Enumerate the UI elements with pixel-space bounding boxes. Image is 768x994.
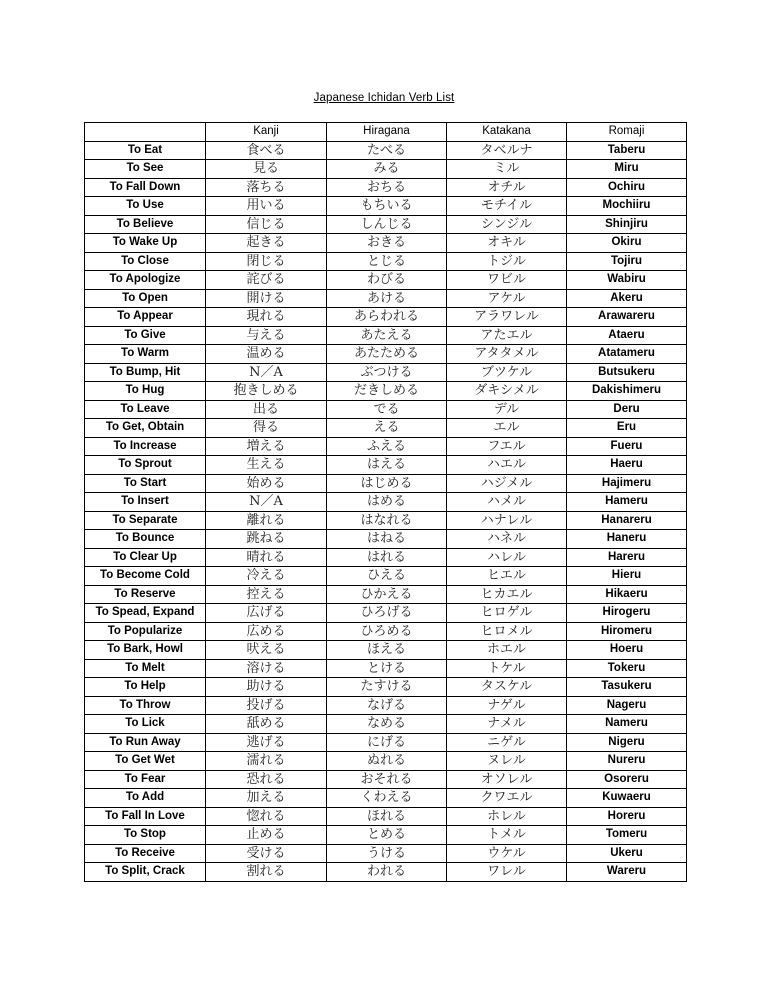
cell-english: To Give <box>85 326 206 345</box>
cell-romaji: Nageru <box>567 696 687 715</box>
cell-katakana: ブツケル <box>447 363 567 382</box>
cell-kanji: 離れる <box>206 511 327 530</box>
cell-english: To Separate <box>85 511 206 530</box>
cell-hiragana: ぬれる <box>327 752 447 771</box>
cell-english: To Fear <box>85 770 206 789</box>
cell-kanji: 用いる <box>206 197 327 216</box>
cell-katakana: ハジメル <box>447 474 567 493</box>
cell-hiragana: とける <box>327 659 447 678</box>
header-romaji: Romaji <box>567 123 687 142</box>
cell-hiragana: おきる <box>327 234 447 253</box>
cell-hiragana: しんじる <box>327 215 447 234</box>
cell-english: To Close <box>85 252 206 271</box>
page-title: Japanese Ichidan Verb List <box>313 92 455 104</box>
cell-english: To Get, Obtain <box>85 419 206 438</box>
cell-hiragana: える <box>327 419 447 438</box>
cell-kanji: 晴れる <box>206 548 327 567</box>
cell-kanji: 止める <box>206 826 327 845</box>
cell-katakana: ホエル <box>447 641 567 660</box>
cell-katakana: ナメル <box>447 715 567 734</box>
cell-kanji: 恐れる <box>206 770 327 789</box>
cell-katakana: モチイル <box>447 197 567 216</box>
cell-kanji: N／A <box>206 363 327 382</box>
cell-katakana: ハメル <box>447 493 567 512</box>
table-row <box>85 382 687 401</box>
cell-hiragana: にげる <box>327 733 447 752</box>
verb-table <box>84 122 687 882</box>
cell-hiragana: はじめる <box>327 474 447 493</box>
cell-romaji: Tokeru <box>567 659 687 678</box>
cell-english: To Insert <box>85 493 206 512</box>
cell-kanji: 見る <box>206 160 327 179</box>
cell-romaji: Tasukeru <box>567 678 687 697</box>
cell-katakana: タベルナ <box>447 141 567 160</box>
table-row <box>85 197 687 216</box>
table-row <box>85 585 687 604</box>
cell-romaji: Hiromeru <box>567 622 687 641</box>
cell-romaji: Nureru <box>567 752 687 771</box>
cell-english: To Receive <box>85 844 206 863</box>
cell-english: To Lick <box>85 715 206 734</box>
cell-english: To Stop <box>85 826 206 845</box>
cell-kanji: 跳ねる <box>206 530 327 549</box>
cell-katakana: ヒロメル <box>447 622 567 641</box>
cell-english: To Run Away <box>85 733 206 752</box>
cell-katakana: ヒカエル <box>447 585 567 604</box>
table-row <box>85 548 687 567</box>
table-row <box>85 326 687 345</box>
cell-kanji: 抱きしめる <box>206 382 327 401</box>
cell-english: To Sprout <box>85 456 206 475</box>
cell-kanji: 惚れる <box>206 807 327 826</box>
cell-romaji: Mochiiru <box>567 197 687 216</box>
cell-english: To Become Cold <box>85 567 206 586</box>
cell-romaji: Hikaeru <box>567 585 687 604</box>
cell-english: To Use <box>85 197 206 216</box>
cell-romaji: Hajimeru <box>567 474 687 493</box>
cell-hiragana: とめる <box>327 826 447 845</box>
cell-katakana: アケル <box>447 289 567 308</box>
cell-kanji: 溶ける <box>206 659 327 678</box>
table-row <box>85 567 687 586</box>
cell-romaji: Deru <box>567 400 687 419</box>
cell-kanji: 信じる <box>206 215 327 234</box>
cell-romaji: Miru <box>567 160 687 179</box>
cell-kanji: 冷える <box>206 567 327 586</box>
cell-romaji: Haneru <box>567 530 687 549</box>
cell-katakana: ハレル <box>447 548 567 567</box>
table-row <box>85 530 687 549</box>
cell-romaji: Taberu <box>567 141 687 160</box>
cell-katakana: デル <box>447 400 567 419</box>
cell-hiragana: とじる <box>327 252 447 271</box>
cell-katakana: ハエル <box>447 456 567 475</box>
table-row <box>85 789 687 808</box>
cell-kanji: 投げる <box>206 696 327 715</box>
cell-english: To Leave <box>85 400 206 419</box>
table-row <box>85 715 687 734</box>
cell-hiragana: でる <box>327 400 447 419</box>
cell-hiragana: ふえる <box>327 437 447 456</box>
cell-kanji: 広げる <box>206 604 327 623</box>
table-row <box>85 622 687 641</box>
cell-romaji: Wareru <box>567 863 687 882</box>
table-row <box>85 844 687 863</box>
cell-english: To Spead, Expand <box>85 604 206 623</box>
cell-hiragana: あらわれる <box>327 308 447 327</box>
cell-romaji: Atatameru <box>567 345 687 364</box>
cell-kanji: 落ちる <box>206 178 327 197</box>
table-row <box>85 308 687 327</box>
table-row <box>85 289 687 308</box>
cell-hiragana: なめる <box>327 715 447 734</box>
table-row <box>85 493 687 512</box>
cell-hiragana: ぶつける <box>327 363 447 382</box>
cell-katakana: ハナレル <box>447 511 567 530</box>
cell-romaji: Ochiru <box>567 178 687 197</box>
cell-katakana: クワエル <box>447 789 567 808</box>
cell-romaji: Dakishimeru <box>567 382 687 401</box>
cell-english: To Wake Up <box>85 234 206 253</box>
cell-romaji: Horeru <box>567 807 687 826</box>
cell-kanji: 出る <box>206 400 327 419</box>
cell-hiragana: みる <box>327 160 447 179</box>
cell-kanji: 詫びる <box>206 271 327 290</box>
cell-katakana: ナゲル <box>447 696 567 715</box>
cell-romaji: Arawareru <box>567 308 687 327</box>
cell-hiragana: あける <box>327 289 447 308</box>
cell-english: To Clear Up <box>85 548 206 567</box>
cell-romaji: Hameru <box>567 493 687 512</box>
cell-romaji: Ukeru <box>567 844 687 863</box>
cell-romaji: Butsukeru <box>567 363 687 382</box>
cell-kanji: 温める <box>206 345 327 364</box>
cell-katakana: ニゲル <box>447 733 567 752</box>
cell-english: To Bounce <box>85 530 206 549</box>
table-row <box>85 437 687 456</box>
cell-hiragana: たべる <box>327 141 447 160</box>
cell-english: To Fall Down <box>85 178 206 197</box>
cell-hiragana: もちいる <box>327 197 447 216</box>
table-row <box>85 807 687 826</box>
table-row <box>85 678 687 697</box>
table-row <box>85 215 687 234</box>
cell-kanji: 閉じる <box>206 252 327 271</box>
cell-kanji: 与える <box>206 326 327 345</box>
cell-romaji: Kuwaeru <box>567 789 687 808</box>
table-row <box>85 511 687 530</box>
cell-katakana: トケル <box>447 659 567 678</box>
table-row <box>85 752 687 771</box>
cell-katakana: トジル <box>447 252 567 271</box>
cell-romaji: Nigeru <box>567 733 687 752</box>
cell-hiragana: われる <box>327 863 447 882</box>
cell-english: To Eat <box>85 141 206 160</box>
cell-romaji: Fueru <box>567 437 687 456</box>
table-row <box>85 271 687 290</box>
cell-english: To See <box>85 160 206 179</box>
cell-romaji: Eru <box>567 419 687 438</box>
table-row <box>85 419 687 438</box>
cell-english: To Believe <box>85 215 206 234</box>
cell-katakana: フエル <box>447 437 567 456</box>
table-row <box>85 160 687 179</box>
cell-romaji: Hoeru <box>567 641 687 660</box>
cell-hiragana: なげる <box>327 696 447 715</box>
cell-katakana: オキル <box>447 234 567 253</box>
cell-hiragana: うける <box>327 844 447 863</box>
cell-katakana: アラワレル <box>447 308 567 327</box>
cell-katakana: オチル <box>447 178 567 197</box>
cell-hiragana: わびる <box>327 271 447 290</box>
cell-kanji: 加える <box>206 789 327 808</box>
cell-kanji: 現れる <box>206 308 327 327</box>
cell-romaji: Hieru <box>567 567 687 586</box>
cell-hiragana: ひろめる <box>327 622 447 641</box>
table-row <box>85 474 687 493</box>
cell-kanji: 逃げる <box>206 733 327 752</box>
cell-romaji: Tomeru <box>567 826 687 845</box>
cell-english: To Fall In Love <box>85 807 206 826</box>
table-row <box>85 604 687 623</box>
cell-katakana: アタタメル <box>447 345 567 364</box>
cell-kanji: 助ける <box>206 678 327 697</box>
cell-katakana: オソレル <box>447 770 567 789</box>
cell-hiragana: くわえる <box>327 789 447 808</box>
cell-katakana: ヒエル <box>447 567 567 586</box>
cell-romaji: Ataeru <box>567 326 687 345</box>
cell-english: To Open <box>85 289 206 308</box>
cell-english: To Increase <box>85 437 206 456</box>
cell-romaji: Osoreru <box>567 770 687 789</box>
cell-romaji: Haeru <box>567 456 687 475</box>
cell-kanji: 開ける <box>206 289 327 308</box>
cell-katakana: ハネル <box>447 530 567 549</box>
cell-hiragana: おちる <box>327 178 447 197</box>
cell-katakana: ホレル <box>447 807 567 826</box>
cell-kanji: 生える <box>206 456 327 475</box>
cell-katakana: タスケル <box>447 678 567 697</box>
table-row <box>85 770 687 789</box>
cell-romaji: Akeru <box>567 289 687 308</box>
cell-hiragana: たすける <box>327 678 447 697</box>
table-row <box>85 456 687 475</box>
cell-hiragana: はめる <box>327 493 447 512</box>
cell-kanji: 得る <box>206 419 327 438</box>
table-header-row <box>85 123 687 142</box>
cell-kanji: 始める <box>206 474 327 493</box>
header-katakana: Katakana <box>447 123 567 142</box>
cell-english: To Start <box>85 474 206 493</box>
cell-romaji: Wabiru <box>567 271 687 290</box>
table-row <box>85 659 687 678</box>
table-row <box>85 400 687 419</box>
cell-english: To Split, Crack <box>85 863 206 882</box>
cell-english: To Hug <box>85 382 206 401</box>
table-row <box>85 733 687 752</box>
cell-english: To Reserve <box>85 585 206 604</box>
cell-hiragana: はえる <box>327 456 447 475</box>
table-row <box>85 826 687 845</box>
cell-katakana: ヌレル <box>447 752 567 771</box>
cell-romaji: Hirogeru <box>567 604 687 623</box>
cell-kanji: 割れる <box>206 863 327 882</box>
cell-romaji: Hareru <box>567 548 687 567</box>
cell-kanji: 広める <box>206 622 327 641</box>
cell-kanji: 起きる <box>206 234 327 253</box>
cell-english: To Popularize <box>85 622 206 641</box>
cell-english: To Bump, Hit <box>85 363 206 382</box>
cell-kanji: N／A <box>206 493 327 512</box>
cell-english: To Warm <box>85 345 206 364</box>
cell-romaji: Hanareru <box>567 511 687 530</box>
cell-hiragana: はなれる <box>327 511 447 530</box>
table-row <box>85 641 687 660</box>
cell-english: To Appear <box>85 308 206 327</box>
cell-english: To Help <box>85 678 206 697</box>
cell-romaji: Okiru <box>567 234 687 253</box>
cell-katakana: トメル <box>447 826 567 845</box>
cell-katakana: シンジル <box>447 215 567 234</box>
cell-english: To Add <box>85 789 206 808</box>
table-row <box>85 141 687 160</box>
table-row <box>85 178 687 197</box>
cell-hiragana: あたためる <box>327 345 447 364</box>
cell-kanji: 増える <box>206 437 327 456</box>
table-body <box>85 141 687 881</box>
cell-kanji: 吠える <box>206 641 327 660</box>
cell-romaji: Shinjiru <box>567 215 687 234</box>
cell-english: To Melt <box>85 659 206 678</box>
cell-hiragana: ひろげる <box>327 604 447 623</box>
table-row <box>85 252 687 271</box>
cell-kanji: 食べる <box>206 141 327 160</box>
cell-hiragana: ひかえる <box>327 585 447 604</box>
cell-kanji: 控える <box>206 585 327 604</box>
cell-katakana: アたエル <box>447 326 567 345</box>
cell-english: To Bark, Howl <box>85 641 206 660</box>
cell-romaji: Nameru <box>567 715 687 734</box>
cell-hiragana: おそれる <box>327 770 447 789</box>
header-kanji: Kanji <box>206 123 327 142</box>
table-row <box>85 863 687 882</box>
header-hiragana: Hiragana <box>327 123 447 142</box>
table-row <box>85 696 687 715</box>
cell-katakana: ワレル <box>447 863 567 882</box>
cell-english: To Get Wet <box>85 752 206 771</box>
cell-hiragana: だきしめる <box>327 382 447 401</box>
cell-hiragana: ほえる <box>327 641 447 660</box>
cell-katakana: エル <box>447 419 567 438</box>
cell-kanji: 舐める <box>206 715 327 734</box>
cell-katakana: ミル <box>447 160 567 179</box>
cell-hiragana: ひえる <box>327 567 447 586</box>
cell-hiragana: はれる <box>327 548 447 567</box>
cell-hiragana: はねる <box>327 530 447 549</box>
cell-katakana: ウケル <box>447 844 567 863</box>
cell-katakana: ワビル <box>447 271 567 290</box>
cell-hiragana: ほれる <box>327 807 447 826</box>
cell-hiragana: あたえる <box>327 326 447 345</box>
header-english <box>85 123 206 142</box>
cell-katakana: ダキシメル <box>447 382 567 401</box>
cell-english: To Apologize <box>85 271 206 290</box>
table-row <box>85 363 687 382</box>
cell-katakana: ヒロゲル <box>447 604 567 623</box>
cell-english: To Throw <box>85 696 206 715</box>
table-row <box>85 345 687 364</box>
cell-kanji: 濡れる <box>206 752 327 771</box>
cell-romaji: Tojiru <box>567 252 687 271</box>
table-row <box>85 234 687 253</box>
cell-kanji: 受ける <box>206 844 327 863</box>
